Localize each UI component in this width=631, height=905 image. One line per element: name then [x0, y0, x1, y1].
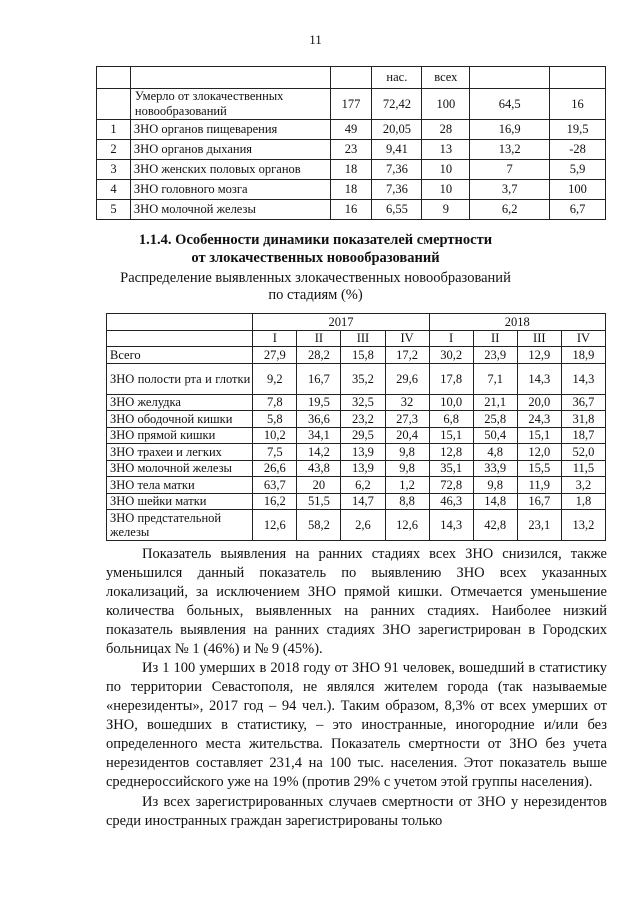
cell: 7 [470, 160, 550, 180]
cell: 35,1 [429, 460, 473, 477]
cell: 7,8 [253, 394, 297, 411]
cell: 100 [422, 89, 470, 120]
cell: 35,2 [341, 363, 385, 394]
cell: 19,5 [297, 394, 341, 411]
cell: 27,9 [253, 347, 297, 364]
cell: 12,6 [385, 510, 429, 541]
cell: 50,4 [473, 427, 517, 444]
cell: 7,36 [372, 160, 422, 180]
stage-header: III [341, 330, 385, 347]
cell: 29,5 [341, 427, 385, 444]
stage-header: II [473, 330, 517, 347]
cell: 17,2 [385, 347, 429, 364]
cell: 51,5 [297, 493, 341, 510]
stage-distribution-table [106, 313, 606, 541]
row-number: 2 [97, 140, 131, 160]
cell: 23,1 [517, 510, 561, 541]
row-name: ЗНО полости рта и глотки [107, 363, 253, 394]
cell: 10 [422, 160, 470, 180]
row-name: ЗНО женских половых органов [130, 160, 330, 180]
cell: 34,1 [297, 427, 341, 444]
row-name: ЗНО органов пищеварения [130, 120, 330, 140]
cell: 12,0 [517, 444, 561, 461]
cell: 64,5 [470, 89, 550, 120]
cell: 9,8 [473, 477, 517, 494]
cell: 17,8 [429, 363, 473, 394]
cell: 11,9 [517, 477, 561, 494]
cell: 20,4 [385, 427, 429, 444]
row-name: ЗНО ободочной кишки [107, 411, 253, 428]
caption-line: по стадиям (%) [268, 287, 363, 303]
cell: 12,6 [253, 510, 297, 541]
table-row [107, 411, 606, 428]
stage-header: II [297, 330, 341, 347]
cell: 13 [422, 140, 470, 160]
cell: 1,2 [385, 477, 429, 494]
cell: 13,2 [470, 140, 550, 160]
cell: 36,7 [561, 394, 605, 411]
row-number: 5 [97, 200, 131, 220]
table-row [107, 394, 606, 411]
table-header-row [97, 67, 606, 89]
cell: 14,7 [341, 493, 385, 510]
cell: 100 [550, 180, 606, 200]
year-header-row [107, 314, 606, 331]
stage-header-row [107, 330, 606, 347]
cell: 20,0 [517, 394, 561, 411]
header-cell: нас. [372, 67, 422, 89]
stage-header: IV [385, 330, 429, 347]
row-name: ЗНО молочной железы [130, 200, 330, 220]
table-row [107, 347, 606, 364]
table-row [97, 120, 606, 140]
stage-header: I [253, 330, 297, 347]
paragraph: Из всех зарегистрированных случаев смертности от ЗНО у нерезидентов среди иностранных граждан зарегистрированы только [106, 794, 607, 829]
cell: 2,6 [341, 510, 385, 541]
cell: 52,0 [561, 444, 605, 461]
row-number: 4 [97, 180, 131, 200]
cell: 13,9 [341, 444, 385, 461]
cell: 3,7 [470, 180, 550, 200]
cell: 18,9 [561, 347, 605, 364]
cell: -28 [550, 140, 606, 160]
cell: 10,0 [429, 394, 473, 411]
cell: 32 [385, 394, 429, 411]
cell: 9 [422, 200, 470, 220]
section-title [0, 231, 631, 267]
cell: 7,5 [253, 444, 297, 461]
cell: 72,8 [429, 477, 473, 494]
cell: 13,9 [341, 460, 385, 477]
table-row [97, 200, 606, 220]
cell: 4,8 [473, 444, 517, 461]
cell: 72,42 [372, 89, 422, 120]
caption-line: Распределение выявленных злокачественных новообразований [120, 270, 511, 286]
cell: 23,9 [473, 347, 517, 364]
cell: 16,7 [297, 363, 341, 394]
cell: 16,7 [517, 493, 561, 510]
row-name: ЗНО шейки матки [107, 493, 253, 510]
table-row [107, 444, 606, 461]
cell: 32,5 [341, 394, 385, 411]
cell: 15,1 [517, 427, 561, 444]
cell: 14,3 [429, 510, 473, 541]
cell: 8,8 [385, 493, 429, 510]
table-row [107, 477, 606, 494]
row-name: ЗНО прямой кишки [107, 427, 253, 444]
cell: 6,7 [550, 200, 606, 220]
row-name: Умерло от злокачественных новообразований [130, 89, 330, 120]
cell: 12,9 [517, 347, 561, 364]
mortality-table [96, 66, 606, 220]
cell: 9,8 [385, 444, 429, 461]
table-body [97, 120, 606, 220]
cell: 26,6 [253, 460, 297, 477]
cell: 15,5 [517, 460, 561, 477]
table-row [107, 510, 606, 541]
table-body [107, 347, 606, 541]
cell: 11,5 [561, 460, 605, 477]
cell: 6,2 [341, 477, 385, 494]
cell: 31,8 [561, 411, 605, 428]
row-name: ЗНО головного мозга [130, 180, 330, 200]
cell: 18 [330, 160, 372, 180]
cell: 177 [330, 89, 372, 120]
cell: 46,3 [429, 493, 473, 510]
stage-header: III [517, 330, 561, 347]
cell: 7,36 [372, 180, 422, 200]
cell: 7,1 [473, 363, 517, 394]
cell: 24,3 [517, 411, 561, 428]
cell: 5,9 [550, 160, 606, 180]
cell: 10,2 [253, 427, 297, 444]
row-name: ЗНО предстательной железы [107, 510, 253, 541]
table-row [107, 427, 606, 444]
cell: 18 [330, 180, 372, 200]
row-number: 3 [97, 160, 131, 180]
cell: 6,55 [372, 200, 422, 220]
cell: 42,8 [473, 510, 517, 541]
cell: 13,2 [561, 510, 605, 541]
cell: 14,3 [561, 363, 605, 394]
paragraph: Показатель выявления на ранних стадиях всех ЗНО снизился, также уменьшился данный показатель по выявлению ЗНО всех указанных локализаций, за исключением ЗНО прямой кишки. Отмечается уменьшение количества больных, выявленных на ранних стадиях. Наиболее низкий показатель выявления на ранних стадиях ЗНО зарегистрирован в Городских больницах № 1 (46%) и № 9 (45%). [106, 546, 607, 657]
row-name: ЗНО тела матки [107, 477, 253, 494]
cell: 6,2 [470, 200, 550, 220]
cell: 9,8 [385, 460, 429, 477]
cell: 16 [330, 200, 372, 220]
cell: 49 [330, 120, 372, 140]
cell: 12,8 [429, 444, 473, 461]
cell: 6,8 [429, 411, 473, 428]
cell: 1,8 [561, 493, 605, 510]
cell: 20 [297, 477, 341, 494]
table-row [97, 140, 606, 160]
cell: 9,2 [253, 363, 297, 394]
cell: 27,3 [385, 411, 429, 428]
cell: 63,7 [253, 477, 297, 494]
cell: 58,2 [297, 510, 341, 541]
cell: 19,5 [550, 120, 606, 140]
table-row [97, 160, 606, 180]
row-name: ЗНО трахеи и легких [107, 444, 253, 461]
table-row [97, 89, 606, 120]
cell: 43,8 [297, 460, 341, 477]
cell: 33,9 [473, 460, 517, 477]
cell: 15,8 [341, 347, 385, 364]
stage-header: IV [561, 330, 605, 347]
cell: 28,2 [297, 347, 341, 364]
table-row [107, 493, 606, 510]
cell: 28 [422, 120, 470, 140]
cell: 3,2 [561, 477, 605, 494]
cell: 14,8 [473, 493, 517, 510]
row-name: Всего [107, 347, 253, 364]
header-cell: всех [422, 67, 470, 89]
table-caption [0, 270, 631, 304]
cell: 16,2 [253, 493, 297, 510]
row-name: ЗНО молочной железы [107, 460, 253, 477]
table-row [107, 363, 606, 394]
cell: 18,7 [561, 427, 605, 444]
year-header: 2018 [429, 314, 605, 331]
cell: 23,2 [341, 411, 385, 428]
cell: 16,9 [470, 120, 550, 140]
cell: 36,6 [297, 411, 341, 428]
cell: 14,2 [297, 444, 341, 461]
paragraph: Из 1 100 умерших в 2018 году от ЗНО 91 человек, вошедший в статистику по территории Севастополя, не являлся жителем города (так называемые «нерезиденты», 2017 год – 94 чел.). Таким образом, 8,3% от всех умерших от ЗНО, вошедших в статистику, – это иностранные, иногородние и/или без определенного места жительства. Показатель смертности от ЗНО без учета нерезидентов составляет 231,4 на 100 тыс. населения. Этот показатель выше среднероссийского уже на 19% (против 29% с учетом этой группы населения). [106, 660, 607, 790]
row-name: ЗНО желудка [107, 394, 253, 411]
cell: 29,6 [385, 363, 429, 394]
stage-header: I [429, 330, 473, 347]
section-title-line: 1.1.4. Особенности динамики показателей смертности [138, 232, 493, 248]
cell: 15,1 [429, 427, 473, 444]
cell: 20,05 [372, 120, 422, 140]
cell: 14,3 [517, 363, 561, 394]
cell: 10 [422, 180, 470, 200]
table-row [107, 460, 606, 477]
cell: 23 [330, 140, 372, 160]
row-name: ЗНО органов дыхания [130, 140, 330, 160]
cell: 30,2 [429, 347, 473, 364]
cell: 25,8 [473, 411, 517, 428]
page-number: 11 [309, 32, 322, 47]
row-number: 1 [97, 120, 131, 140]
cell: 21,1 [473, 394, 517, 411]
section-title-line: от злокачественных новообразований [191, 250, 440, 266]
cell: 9,41 [372, 140, 422, 160]
year-header: 2017 [253, 314, 429, 331]
table-row [97, 180, 606, 200]
cell: 5,8 [253, 411, 297, 428]
cell: 16 [550, 89, 606, 120]
